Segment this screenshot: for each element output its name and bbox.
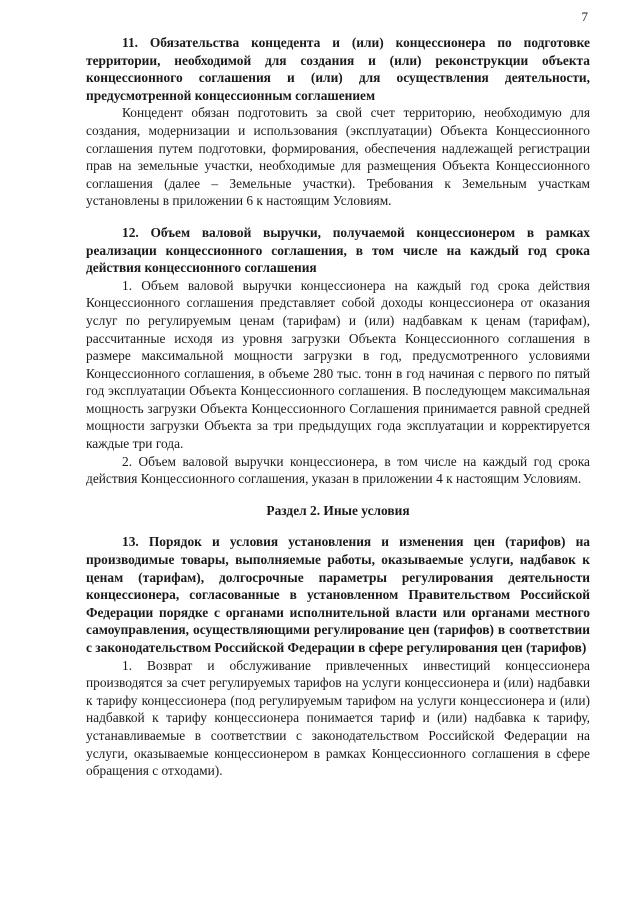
section-12-paragraph-1: 1. Объем валовой выручки концессионера на каждый год срока действия Концессионного соглашения представляет собой доходы концессионера от оказания услуг по регулируемым ценам (тарифам) и (или) надбавкам к ценам (тарифам), рассчитанные исходя из уровня загрузки Объекта Концессионного соглашения в размере максимальной мощности загрузки в год, предусмотренного условиями Концессионного соглашения, в объеме 280 тыс. тонн в год начиная с первого по пятый год эксплуатации Объекта Концессионного соглашения. В последующем максимальная мощность загрузки Объекта Концессионного Соглашения принимается равной средней мощности загрузки Объекта за три предыдущих года эксплуатации и корректируется каждые три года. xyxy=(86,277,590,452)
spacer xyxy=(86,488,590,502)
section-11-paragraph: Концедент обязан подготовить за свой счет территорию, необходимую для создания, модернизации и использования (эксплуатации) Объекта Концессионного соглашения путем подготовки, формирования, обеспечения надлежащей регистрации прав на земельные участки, необходимые для размещения Объекта Концессионного соглашения (далее – Земельные участки). Требования к Земельным участкам установлены в приложении 6 к настоящим Условиям. xyxy=(86,105,590,209)
spacer xyxy=(86,210,590,224)
section-11-heading: 11. Обязательства концедента и (или) концессионера по подготовке территории, необходимой для создания и (или) реконструкции объекта концессионного соглашения и (или) для осуществления деятельности, предусмотренной концессионным соглашением xyxy=(86,35,590,103)
document-body xyxy=(86,34,590,780)
page-number: 7 xyxy=(581,9,588,24)
section-12-paragraph-2: 2. Объем валовой выручки концессионера, в том числе на каждый год срока действия Концессионного соглашения, указан в приложении 4 к настоящим Условиям. xyxy=(86,453,590,487)
spacer xyxy=(86,519,590,533)
section-2-title: Раздел 2. Иные условия xyxy=(266,502,410,518)
section-12-heading: 12. Объем валовой выручки, получаемой концессионером в рамках реализации концессионного соглашения, в том числе на каждый год срока действия концессионного соглашения xyxy=(86,224,590,276)
section-13-paragraph-1: 1. Возврат и обслуживание привлеченных инвестиций концессионера производятся за счет регулируемых тарифов на услуги концессионера и (или) надбавки к тарифу концессионера (под регулируемым тарифом на услуги концессионера и (или) надбавкой к тарифу концессионера понимается тариф и (или) надбавка к тарифу, устанавливаемые в соответствии с законодательством Российской Федерации на услуги, оказываемые концессионером в рамках Концессионного соглашения в сфере обращения с отходами). xyxy=(86,657,590,779)
section-13-heading: 13. Порядок и условия установления и изменения цен (тарифов) на производимые товары, выполняемые работы, оказываемые услуги, надбавок к ценам (тарифам), долгосрочные параметры регулирования деятельности концессионера, согласованные в установленном Правительством Российской Федерации порядке с органами исполнительной власти или органами местного самоуправления, осуществляющими регулирование цен (тарифов) в соответствии с законодательством Российской Федерации в сфере регулирования цен (тарифов) xyxy=(86,534,590,655)
